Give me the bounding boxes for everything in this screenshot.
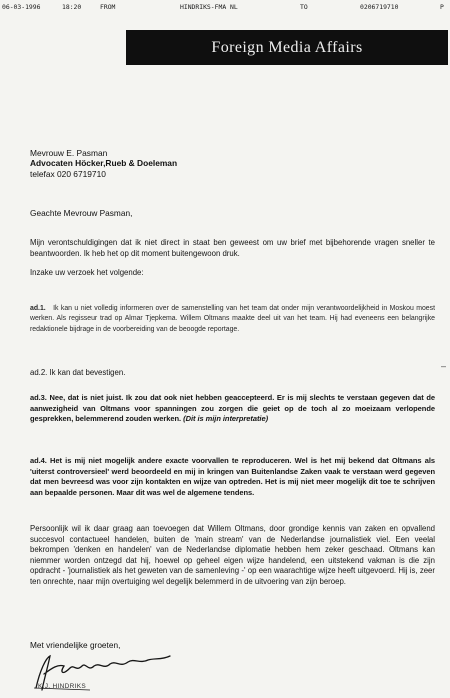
letterhead-title: Foreign Media Affairs [211, 38, 363, 56]
ad1-text: Ik kan u niet volledig informeren over de samenstelling van het team dat onder mijn verantwoordelijkheid in Moskou moest werken. Als regisseur trad op Almar Tjepkema. Willem Oltmans maakte deel uit van het team. Hij had eveneens een belangrijke redaktionele bijdrage in de voorbereiding van de beoogde reportage. [30, 305, 435, 333]
letterhead-banner [126, 30, 448, 65]
fax-to-label: TO [300, 3, 308, 11]
recipient-firm: Advocaten Höcker,Rueb & Doeleman [30, 158, 178, 169]
fax-sender: HINDRIKS-FMA NL [180, 3, 238, 11]
recipient-name: Mevrouw E. Pasman [30, 148, 108, 158]
paragraph-intro: Inzake uw verzoek het volgende: [30, 268, 144, 277]
fax-transmission-header [0, 0, 450, 13]
fax-time: 18:20 [62, 3, 82, 11]
fax-recipient-number: 0206719710 [360, 3, 399, 11]
fax-from-label: FROM [100, 3, 116, 11]
signatory-name: K.J. HINDRIKS [38, 683, 86, 690]
ad1-label: ad.1. [30, 305, 46, 312]
closing-greeting: Met vriendelijke groeten, [30, 640, 121, 650]
fax-page-marker: P [440, 3, 444, 11]
paragraph-apology: Mijn verontschuldigingen dat ik niet direct in staat ben geweest om uw brief met bijbehorende vragen sneller te beantwoorden. Ik heb het op dit moment buitengewoon druk. [30, 238, 435, 258]
ad3-text: ad.3. Nee, dat is niet juist. Ik zou dat ook niet hebben geaccepteerd. Er is mij slechts te verstaan gegeven dat de aanwezigheid van Oltmans voor spanningen zou zorgen die geiet op de toch al zo moeizaam verlopende gesprekken, belemmerend zouden werken. [30, 393, 435, 424]
recipient-fax: telefax 020 6719710 [30, 168, 106, 179]
fax-date: 06-03-1996 [2, 3, 41, 11]
paragraph-ad4: ad.4. Het is mij niet mogelijk andere exacte voorvallen te reproduceren. Wel is het mij bekend dat Oltmans als 'uiterst controversieel' werd beoordeeld en mij in kringen van Buitenlandse Zaken vaak te verstaan werd gegeven dat men bevreesd was voor zijn kontakten en wijze van optreden. Het is mij niet meer mogelijk dit toe te schrijven aan bepaalde personen. Maar dit was wel de algemene tendens. [30, 456, 435, 497]
paragraph-ad1 [30, 304, 435, 335]
ad3-note: (Dit is mijn interpretatie) [183, 414, 269, 424]
margin-tick-mark: – [440, 361, 446, 371]
recipient-address [30, 148, 177, 179]
paragraph-personal: Persoonlijk wil ik daar graag aan toevoegen dat Willem Oltmans, door grondige kennis van zaken en opvallend succesvol contactueel handelen, buiten de 'main stream' van de Nederlandse journalistiek viel. Een veelal bekrompen 'denken en handelen' van de Nederlandse diplomatie hebben hem zeker geschaad. Oltmans kan niemmer worden ontzegd dat hij, hoewel op geheel eigen wijze handelend, een uitstekend vakman is die zijn opdracht - 'journalistiek als het geweten van de samenleving -' op een waarachtige wijze heeft uitgevoerd. Hij is, zeer ten onrechte, naar mijn overtuiging wel degelijk belemmerd in de uitvoering van zijn beroep. [30, 524, 435, 586]
paragraph-ad2: ad.2. Ik kan dat bevestigen. [30, 368, 126, 377]
paragraph-ad3 [30, 393, 435, 425]
salutation: Geachte Mevrouw Pasman, [30, 208, 133, 218]
